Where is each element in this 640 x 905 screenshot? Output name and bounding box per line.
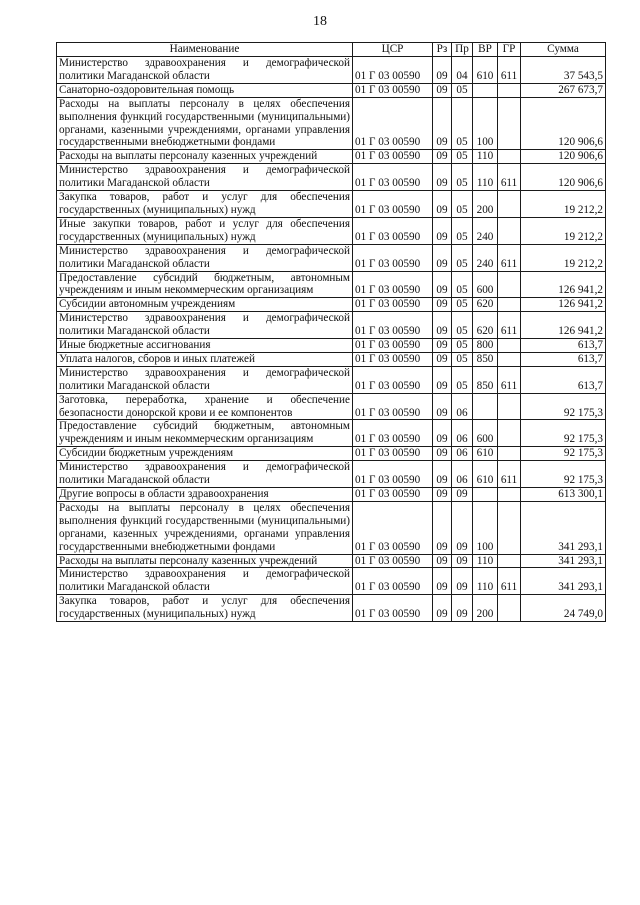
table-row xyxy=(57,461,606,488)
header-sum: Сумма xyxy=(521,43,606,57)
cell-vr: 240 xyxy=(473,217,498,244)
cell-gr xyxy=(498,447,521,461)
cell-vr: 110 xyxy=(473,150,498,164)
cell-vr: 110 xyxy=(473,568,498,595)
cell-sum: 19 212,2 xyxy=(521,217,606,244)
budget-table xyxy=(56,42,606,622)
cell-vr: 100 xyxy=(473,501,498,554)
cell-gr xyxy=(498,191,521,218)
cell-pr: 06 xyxy=(452,447,473,461)
cell-rz: 09 xyxy=(433,97,452,150)
cell-gr xyxy=(498,554,521,568)
cell-sum: 613 300,1 xyxy=(521,488,606,502)
cell-csr: 01 Г 03 00590 xyxy=(353,191,433,218)
cell-vr: 610 xyxy=(473,461,498,488)
cell-gr: 611 xyxy=(498,568,521,595)
cell-rz: 09 xyxy=(433,393,452,420)
table-row xyxy=(57,554,606,568)
cell-rz: 09 xyxy=(433,366,452,393)
cell-vr: 800 xyxy=(473,339,498,353)
cell-vr: 600 xyxy=(473,420,498,447)
cell-vr: 110 xyxy=(473,554,498,568)
cell-sum: 120 906,6 xyxy=(521,97,606,150)
cell-gr xyxy=(498,97,521,150)
cell-sum: 120 906,6 xyxy=(521,150,606,164)
cell-vr: 600 xyxy=(473,271,498,298)
cell-gr xyxy=(498,488,521,502)
table-row xyxy=(57,298,606,312)
cell-csr: 01 Г 03 00590 xyxy=(353,568,433,595)
cell-csr: 01 Г 03 00590 xyxy=(353,393,433,420)
cell-rz: 09 xyxy=(433,298,452,312)
cell-rz: 09 xyxy=(433,568,452,595)
cell-name: Министерство здравоохранения и демографической политики Магаданской области xyxy=(57,568,353,595)
cell-pr: 09 xyxy=(452,595,473,622)
cell-gr xyxy=(498,420,521,447)
cell-vr: 610 xyxy=(473,57,498,84)
cell-name: Министерство здравоохранения и демографической политики Магаданской области xyxy=(57,57,353,84)
cell-rz: 09 xyxy=(433,191,452,218)
cell-name: Расходы на выплаты персоналу казенных учреждений xyxy=(57,554,353,568)
cell-sum: 613,7 xyxy=(521,366,606,393)
cell-gr xyxy=(498,501,521,554)
table-row xyxy=(57,191,606,218)
cell-rz: 09 xyxy=(433,312,452,339)
cell-pr: 05 xyxy=(452,271,473,298)
cell-csr: 01 Г 03 00590 xyxy=(353,217,433,244)
header-csr: ЦСР xyxy=(353,43,433,57)
cell-name: Предоставление субсидий бюджетным, автономным учреждениям и иным некоммерческим организациям xyxy=(57,271,353,298)
cell-sum: 341 293,1 xyxy=(521,568,606,595)
cell-csr: 01 Г 03 00590 xyxy=(353,447,433,461)
header-pr: Пр xyxy=(452,43,473,57)
cell-rz: 09 xyxy=(433,83,452,97)
table-row xyxy=(57,150,606,164)
cell-pr: 05 xyxy=(452,244,473,271)
cell-csr: 01 Г 03 00590 xyxy=(353,420,433,447)
cell-name: Расходы на выплаты персоналу в целях обеспечения выполнения функций государственными (муниципальными) органами, казенными учреждениями, органами управления государственными внебюджетными фондами xyxy=(57,97,353,150)
cell-csr: 01 Г 03 00590 xyxy=(353,97,433,150)
cell-rz: 09 xyxy=(433,57,452,84)
cell-name: Иные закупки товаров, работ и услуг для обеспечения государственных (муниципальных) нужд xyxy=(57,217,353,244)
cell-rz: 09 xyxy=(433,244,452,271)
cell-sum: 341 293,1 xyxy=(521,501,606,554)
cell-rz: 09 xyxy=(433,595,452,622)
cell-pr: 09 xyxy=(452,554,473,568)
cell-csr: 01 Г 03 00590 xyxy=(353,83,433,97)
cell-csr: 01 Г 03 00590 xyxy=(353,57,433,84)
table-row xyxy=(57,501,606,554)
cell-pr: 05 xyxy=(452,217,473,244)
cell-sum: 613,7 xyxy=(521,352,606,366)
cell-gr xyxy=(498,339,521,353)
cell-csr: 01 Г 03 00590 xyxy=(353,150,433,164)
cell-vr: 100 xyxy=(473,97,498,150)
cell-rz: 09 xyxy=(433,339,452,353)
cell-vr xyxy=(473,488,498,502)
table-row xyxy=(57,271,606,298)
cell-csr: 01 Г 03 00590 xyxy=(353,312,433,339)
cell-rz: 09 xyxy=(433,420,452,447)
cell-name: Санаторно-оздоровительная помощь xyxy=(57,83,353,97)
cell-sum: 126 941,2 xyxy=(521,312,606,339)
table-row xyxy=(57,339,606,353)
header-vr: ВР xyxy=(473,43,498,57)
cell-name: Другие вопросы в области здравоохранения xyxy=(57,488,353,502)
cell-rz: 09 xyxy=(433,461,452,488)
table-body xyxy=(57,57,606,622)
cell-pr: 05 xyxy=(452,366,473,393)
cell-pr: 09 xyxy=(452,568,473,595)
cell-csr: 01 Г 03 00590 xyxy=(353,352,433,366)
cell-gr: 611 xyxy=(498,164,521,191)
cell-name: Субсидии бюджетным учреждениям xyxy=(57,447,353,461)
header-name: Наименование xyxy=(57,43,353,57)
cell-name: Предоставление субсидий бюджетным, автономным учреждениям и иным некоммерческим организациям xyxy=(57,420,353,447)
cell-sum: 341 293,1 xyxy=(521,554,606,568)
cell-name: Министерство здравоохранения и демографической политики Магаданской области xyxy=(57,244,353,271)
table-header-row xyxy=(57,43,606,57)
cell-sum: 126 941,2 xyxy=(521,298,606,312)
page-number: 18 xyxy=(313,14,327,29)
cell-rz: 09 xyxy=(433,554,452,568)
cell-pr: 05 xyxy=(452,83,473,97)
cell-csr: 01 Г 03 00590 xyxy=(353,164,433,191)
cell-vr: 110 xyxy=(473,164,498,191)
cell-csr: 01 Г 03 00590 xyxy=(353,244,433,271)
cell-csr: 01 Г 03 00590 xyxy=(353,461,433,488)
cell-name: Министерство здравоохранения и демографической политики Магаданской области xyxy=(57,164,353,191)
cell-name: Иные бюджетные ассигнования xyxy=(57,339,353,353)
cell-gr xyxy=(498,352,521,366)
cell-gr xyxy=(498,393,521,420)
cell-vr: 850 xyxy=(473,352,498,366)
cell-name: Уплата налогов, сборов и иных платежей xyxy=(57,352,353,366)
cell-sum: 126 941,2 xyxy=(521,271,606,298)
cell-csr: 01 Г 03 00590 xyxy=(353,339,433,353)
cell-name: Министерство здравоохранения и демографической политики Магаданской области xyxy=(57,366,353,393)
table-row xyxy=(57,312,606,339)
cell-vr xyxy=(473,393,498,420)
table-row xyxy=(57,244,606,271)
cell-rz: 09 xyxy=(433,447,452,461)
cell-pr: 06 xyxy=(452,420,473,447)
table-row xyxy=(57,97,606,150)
cell-vr: 850 xyxy=(473,366,498,393)
cell-gr xyxy=(498,271,521,298)
cell-gr xyxy=(498,298,521,312)
table-row xyxy=(57,217,606,244)
cell-csr: 01 Г 03 00590 xyxy=(353,366,433,393)
table-row xyxy=(57,366,606,393)
cell-name: Закупка товаров, работ и услуг для обеспечения государственных (муниципальных) нужд xyxy=(57,191,353,218)
cell-sum: 92 175,3 xyxy=(521,420,606,447)
cell-csr: 01 Г 03 00590 xyxy=(353,554,433,568)
cell-sum: 267 673,7 xyxy=(521,83,606,97)
table-row xyxy=(57,488,606,502)
cell-sum: 37 543,5 xyxy=(521,57,606,84)
cell-vr: 620 xyxy=(473,298,498,312)
cell-sum: 92 175,3 xyxy=(521,461,606,488)
cell-pr: 05 xyxy=(452,312,473,339)
cell-gr xyxy=(498,217,521,244)
cell-sum: 120 906,6 xyxy=(521,164,606,191)
cell-pr: 06 xyxy=(452,393,473,420)
cell-csr: 01 Г 03 00590 xyxy=(353,298,433,312)
cell-pr: 06 xyxy=(452,461,473,488)
cell-pr: 05 xyxy=(452,191,473,218)
cell-name: Заготовка, переработка, хранение и обеспечение безопасности донорской крови и ее компонентов xyxy=(57,393,353,420)
table-row xyxy=(57,420,606,447)
table-row xyxy=(57,447,606,461)
cell-rz: 09 xyxy=(433,164,452,191)
cell-name: Министерство здравоохранения и демографической политики Магаданской области xyxy=(57,312,353,339)
cell-name: Субсидии автономным учреждениям xyxy=(57,298,353,312)
cell-pr: 05 xyxy=(452,352,473,366)
table-row xyxy=(57,568,606,595)
table-row xyxy=(57,393,606,420)
cell-pr: 05 xyxy=(452,298,473,312)
table-row xyxy=(57,83,606,97)
cell-sum: 19 212,2 xyxy=(521,244,606,271)
cell-gr: 611 xyxy=(498,312,521,339)
table-row xyxy=(57,595,606,622)
cell-gr: 611 xyxy=(498,366,521,393)
cell-gr: 611 xyxy=(498,461,521,488)
cell-sum: 24 749,0 xyxy=(521,595,606,622)
table-row xyxy=(57,164,606,191)
cell-vr: 610 xyxy=(473,447,498,461)
cell-csr: 01 Г 03 00590 xyxy=(353,595,433,622)
cell-gr xyxy=(498,83,521,97)
cell-pr: 04 xyxy=(452,57,473,84)
cell-rz: 09 xyxy=(433,217,452,244)
cell-rz: 09 xyxy=(433,488,452,502)
header-gr: ГР xyxy=(498,43,521,57)
cell-name: Министерство здравоохранения и демографической политики Магаданской области xyxy=(57,461,353,488)
table-row xyxy=(57,352,606,366)
cell-pr: 05 xyxy=(452,150,473,164)
cell-rz: 09 xyxy=(433,150,452,164)
cell-pr: 05 xyxy=(452,339,473,353)
cell-vr: 240 xyxy=(473,244,498,271)
cell-csr: 01 Г 03 00590 xyxy=(353,488,433,502)
cell-name: Расходы на выплаты персоналу казенных учреждений xyxy=(57,150,353,164)
cell-vr: 620 xyxy=(473,312,498,339)
cell-gr xyxy=(498,595,521,622)
cell-pr: 09 xyxy=(452,501,473,554)
cell-sum: 92 175,3 xyxy=(521,393,606,420)
cell-pr: 09 xyxy=(452,488,473,502)
cell-csr: 01 Г 03 00590 xyxy=(353,271,433,298)
cell-gr: 611 xyxy=(498,244,521,271)
cell-name: Закупка товаров, работ и услуг для обеспечения государственных (муниципальных) нужд xyxy=(57,595,353,622)
cell-gr xyxy=(498,150,521,164)
cell-sum: 613,7 xyxy=(521,339,606,353)
header-rz: Рз xyxy=(433,43,452,57)
cell-csr: 01 Г 03 00590 xyxy=(353,501,433,554)
cell-vr: 200 xyxy=(473,595,498,622)
cell-vr: 200 xyxy=(473,191,498,218)
cell-rz: 09 xyxy=(433,352,452,366)
cell-sum: 19 212,2 xyxy=(521,191,606,218)
cell-rz: 09 xyxy=(433,501,452,554)
cell-rz: 09 xyxy=(433,271,452,298)
cell-pr: 05 xyxy=(452,97,473,150)
cell-name: Расходы на выплаты персоналу в целях обеспечения выполнения функций государственными (муниципальными) органами, казенных учреждениями, органами управления государственными внебюджетными фондами xyxy=(57,501,353,554)
cell-gr: 611 xyxy=(498,57,521,84)
cell-pr: 05 xyxy=(452,164,473,191)
cell-vr xyxy=(473,83,498,97)
table-row xyxy=(57,57,606,84)
cell-sum: 92 175,3 xyxy=(521,447,606,461)
